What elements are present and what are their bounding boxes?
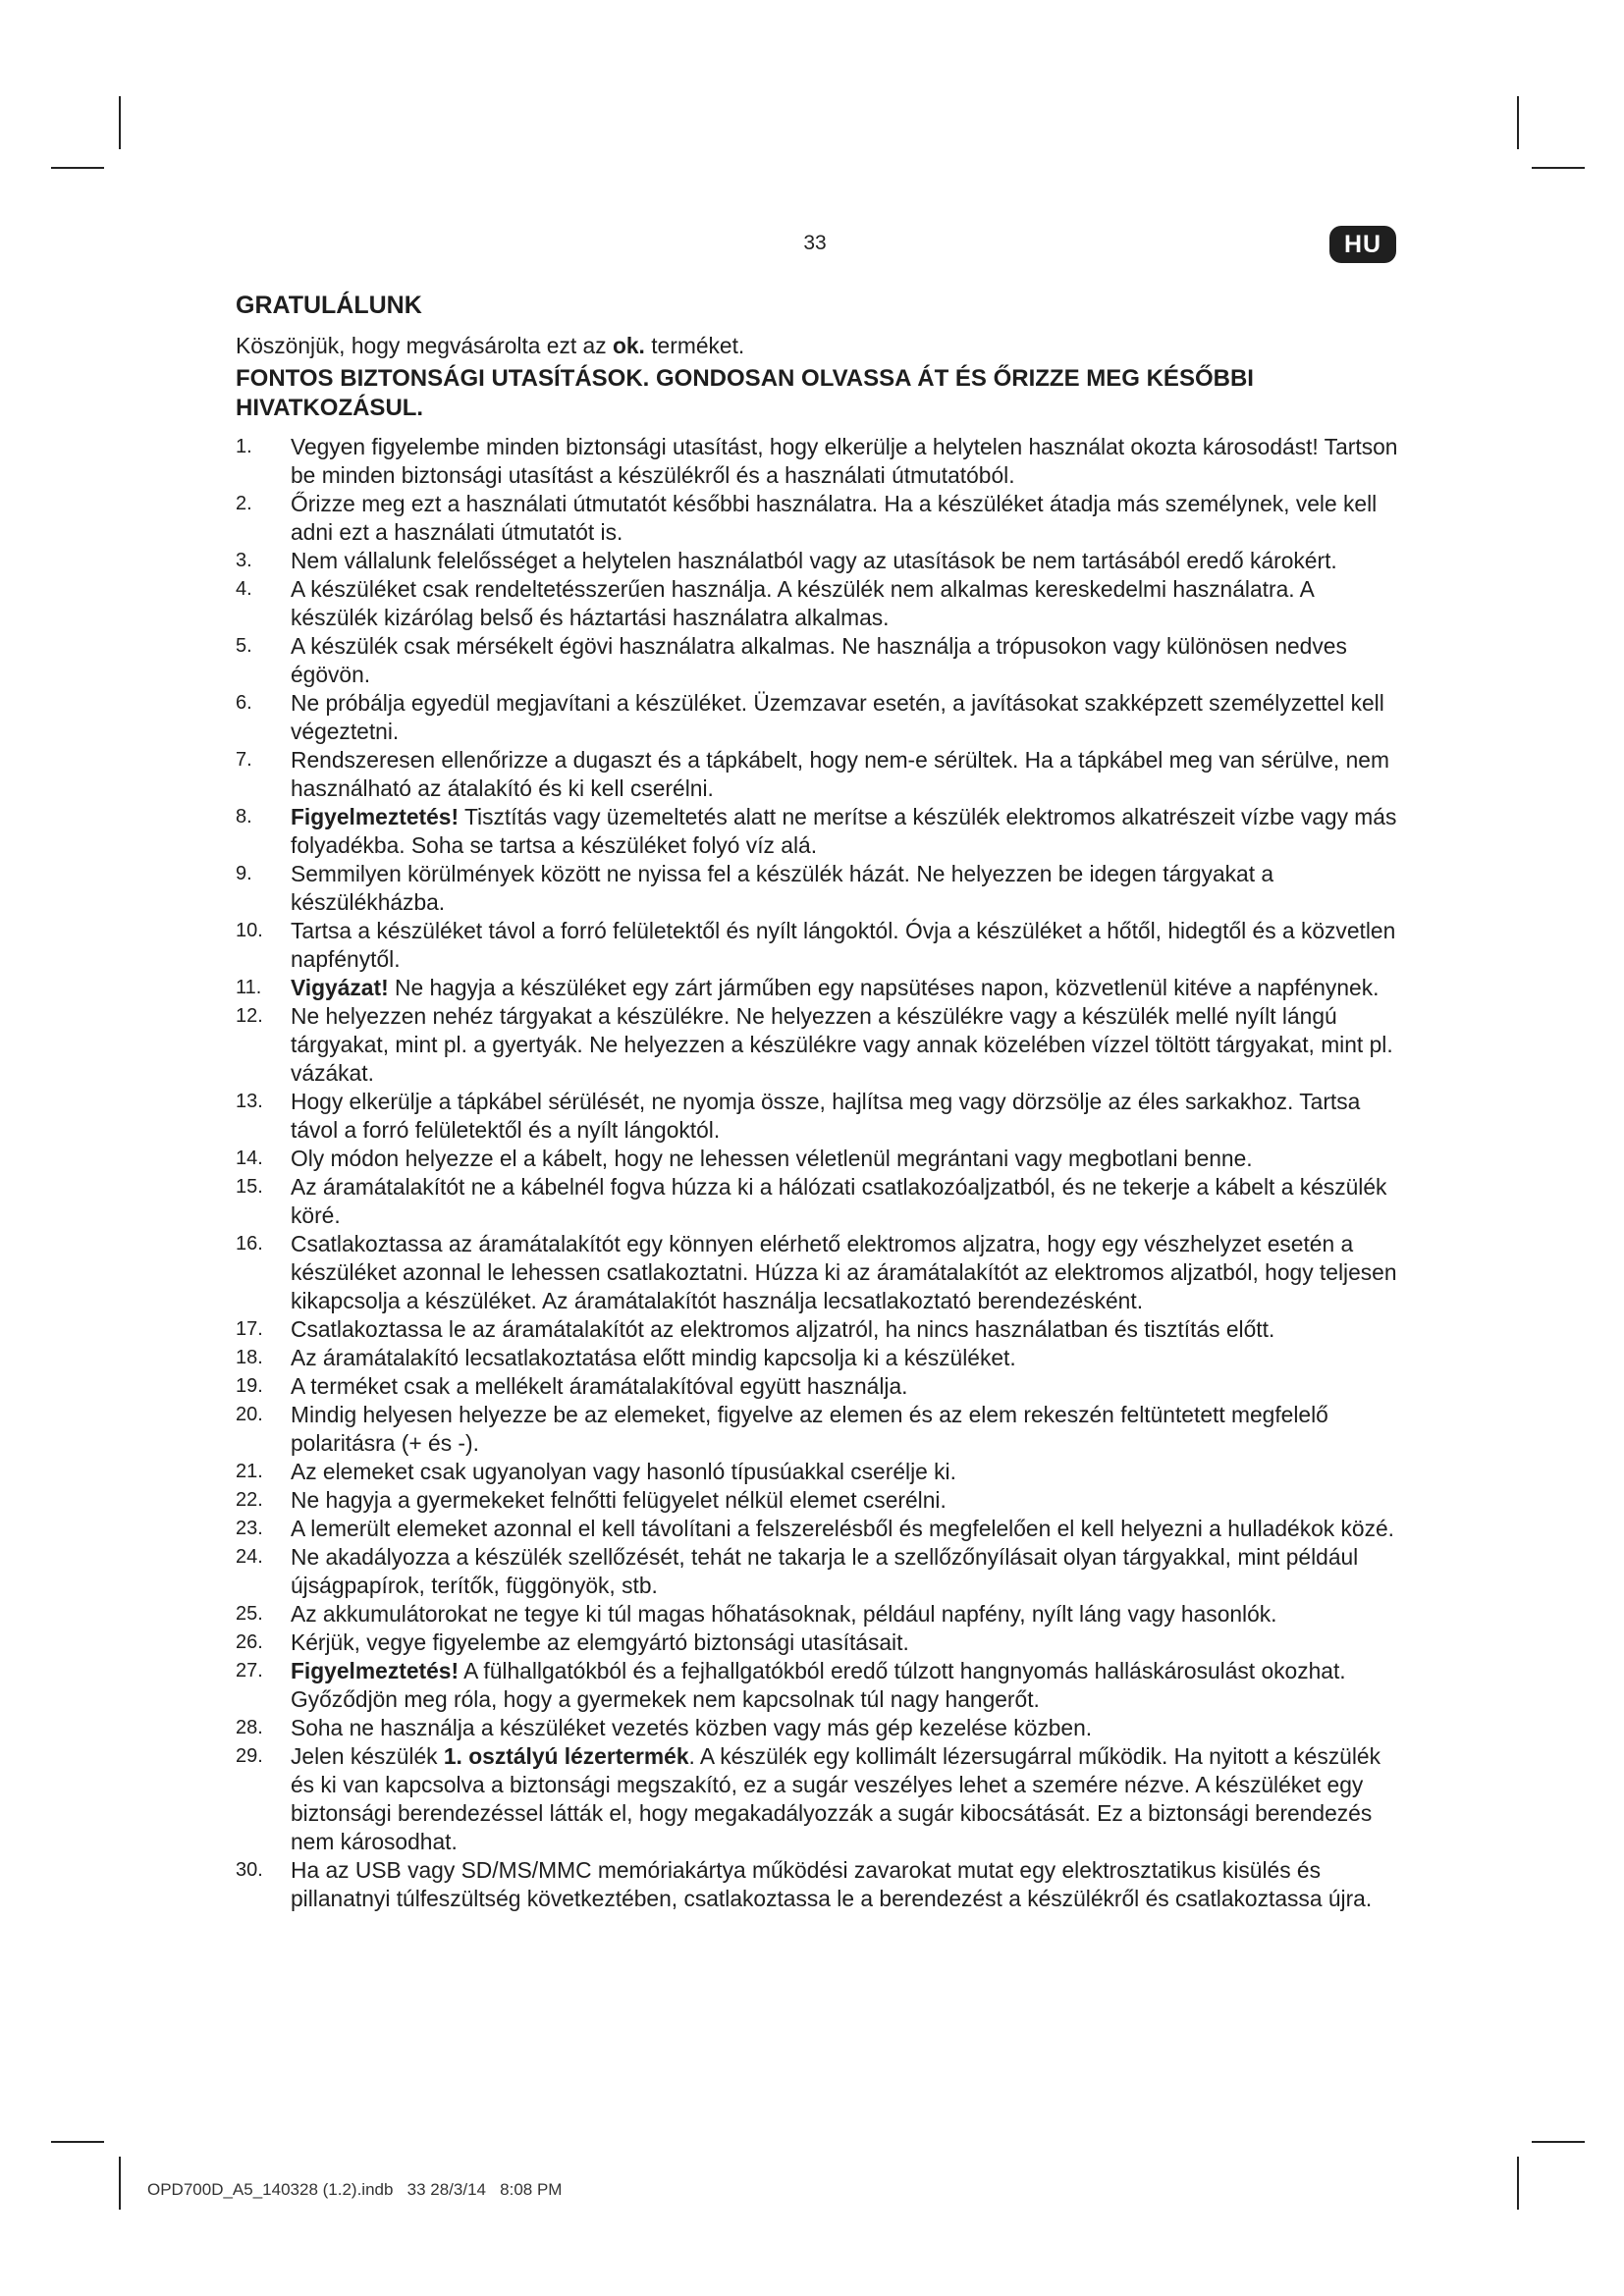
language-badge: HU bbox=[1329, 226, 1396, 263]
list-item-number: 2. bbox=[236, 493, 252, 514]
list-item bbox=[236, 803, 1404, 860]
list-item bbox=[236, 1173, 1404, 1230]
list-item-text: A fülhallgatókból és a fejhallgatókból eredő túlzott hangnyomás halláskárosulást okozhat. Győződjön meg róla, hogy a gyermekek nem kapcsolnak túl nagy hangerőt. bbox=[291, 1658, 1346, 1712]
list-item-text: . A készülék egy kollimált lézersugárral működik. Ha nyitott a készülék és ki van kapcsolva a biztonsági megszakító, ez a sugár veszélyes lehet a szemére nézve. A készüléket egy biztonsági berendezéssel látták el, hogy megakadályozzák a sugár kibocsátását. Ez a biztonsági berendezés nem károsodhat. bbox=[291, 1743, 1380, 1854]
list-item-number: 21. bbox=[236, 1461, 263, 1482]
list-item bbox=[236, 1629, 1404, 1657]
list-item-text: Tartsa a készüléket távol a forró felületektől és nyílt lángoktól. Óvja a készüléket a hőtől, hidegtől és a közvetlen napfénytől. bbox=[291, 918, 1396, 972]
list-item-text: Az akkumulátorokat ne tegye ki túl magas hőhatásoknak, például napfény, nyílt láng vagy hasonlók. bbox=[291, 1601, 1277, 1627]
list-item bbox=[236, 1486, 1404, 1515]
list-item bbox=[236, 1458, 1404, 1486]
list-item-text-prefix: Jelen készülék bbox=[291, 1743, 444, 1769]
list-item-number: 19. bbox=[236, 1375, 263, 1397]
list-item-emphasis: 1. osztályú lézertermék bbox=[443, 1743, 689, 1769]
list-item-number: 13. bbox=[236, 1091, 263, 1112]
list-item bbox=[236, 575, 1404, 632]
list-item bbox=[236, 1145, 1404, 1173]
list-item bbox=[236, 433, 1404, 490]
list-item-text: Csatlakoztassa az áramátalakítót egy könnyen elérhető elektromos aljzatra, hogy egy vészhelyzet esetén a készüléket azonnal le lehessen csatlakoztatni. Húzza ki az áramátalakítót az elektromos aljzatból, hogy teljesen kikapcsolja a készüléket. Az áramátalakítót használja lecsatlakoztató berendezésként. bbox=[291, 1231, 1397, 1313]
list-item-number: 14. bbox=[236, 1148, 263, 1169]
list-item-text: Tisztítás vagy üzemeltetés alatt ne merítse a készülék elektromos alkatrészeit vízbe vagy más folyadékba. Soha se tartsa a készüléket folyó víz alá. bbox=[291, 804, 1397, 858]
list-item-text: Ha az USB vagy SD/MS/MMC memóriakártya működési zavarokat mutat egy elektrosztatikus kisülés és pillanatnyi túlfeszültség következtében, csatlakoztassa le a berendezést a készülékről és csatlakoztassa újra. bbox=[291, 1857, 1373, 1911]
list-item-number: 10. bbox=[236, 920, 263, 941]
list-item-number: 11. bbox=[236, 977, 262, 998]
list-item-number: 7. bbox=[236, 749, 252, 771]
list-item-number: 16. bbox=[236, 1233, 263, 1255]
list-item-text: Vegyen figyelembe minden biztonsági utasítást, hogy elkerülje a helytelen használat okozta károsodást! Tartson be minden biztonsági utasítást a készülékről és a használati útmutatóból. bbox=[291, 434, 1398, 488]
doc-heading: GRATULÁLUNK bbox=[236, 292, 422, 319]
list-item-number: 26. bbox=[236, 1631, 263, 1653]
list-item-number: 9. bbox=[236, 863, 252, 884]
list-item-number: 3. bbox=[236, 550, 252, 571]
list-item-text: A terméket csak a mellékelt áramátalakítóval együtt használja. bbox=[291, 1373, 908, 1399]
crop-mark-bottom-left-vertical bbox=[119, 2157, 121, 2210]
list-item bbox=[236, 746, 1404, 803]
list-item bbox=[236, 1002, 1404, 1088]
crop-mark-top-left-horizontal bbox=[51, 167, 104, 169]
list-item-text: Soha ne használja a készüléket vezetés közben vagy más gép kezelése közben. bbox=[291, 1715, 1093, 1740]
list-item-text: Mindig helyesen helyezze be az elemeket, figyelve az elemen és az elem rekeszén feltüntetett megfelelő polaritásra (+ és -). bbox=[291, 1402, 1328, 1456]
crop-mark-bottom-right-horizontal bbox=[1532, 2141, 1585, 2143]
list-item-number: 15. bbox=[236, 1176, 263, 1198]
list-item-text: Az áramátalakítót ne a kábelnél fogva húzza ki a hálózati csatlakozóaljzatból, és ne tekerje a kábelt a készülék köré. bbox=[291, 1174, 1387, 1228]
list-item-text: Ne akadályozza a készülék szellőzését, tehát ne takarja le a szellőzőnyílásait olyan tárgyakkal, mint például újságpapírok, terítők, függönyök, stb. bbox=[291, 1544, 1359, 1598]
list-item-number: 17. bbox=[236, 1318, 263, 1340]
list-item bbox=[236, 860, 1404, 917]
list-item-text: Oly módon helyezze el a kábelt, hogy ne lehessen véletlenül megrántani vagy megbotlani benne. bbox=[291, 1146, 1253, 1171]
list-item bbox=[236, 1515, 1404, 1543]
page-number: 33 bbox=[803, 232, 827, 254]
list-item-number: 29. bbox=[236, 1745, 263, 1767]
list-item-text: Ne hagyja a készüléket egy zárt járműben egy napsütéses napon, közvetlenül kitéve a napfénynek. bbox=[388, 975, 1380, 1000]
list-item-number: 4. bbox=[236, 578, 252, 600]
list-item bbox=[236, 490, 1404, 547]
list-item bbox=[236, 1543, 1404, 1600]
list-item-number: 1. bbox=[236, 436, 252, 457]
list-item-emphasis: Figyelmeztetés! bbox=[291, 804, 460, 829]
list-item-text: Ne próbálja egyedül megjavítani a készüléket. Üzemzavar esetén, a javításokat szakképzett személyzettel kell végeztetni. bbox=[291, 690, 1384, 744]
brand-name: ok. bbox=[612, 333, 645, 358]
list-item-text: Semmilyen körülmények között ne nyissa fel a készülék házát. Ne helyezzen be idegen tárgyakat a készülékházba. bbox=[291, 861, 1274, 915]
list-item-text: A készülék csak mérsékelt égövi használatra alkalmas. Ne használja a trópusokon vagy különösen nedves égövön. bbox=[291, 633, 1347, 687]
crop-mark-top-right-vertical bbox=[1517, 96, 1519, 149]
list-item-number: 20. bbox=[236, 1404, 263, 1425]
intro-text-before: Köszönjük, hogy megvásárolta ezt az bbox=[236, 333, 613, 358]
list-item bbox=[236, 1230, 1404, 1315]
crop-mark-bottom-left-horizontal bbox=[51, 2141, 104, 2143]
list-item bbox=[236, 1088, 1404, 1145]
list-item bbox=[236, 1600, 1404, 1629]
list-item bbox=[236, 1344, 1404, 1372]
list-item-number: 6. bbox=[236, 692, 252, 714]
list-item bbox=[236, 1315, 1404, 1344]
list-item-number: 18. bbox=[236, 1347, 263, 1368]
list-item bbox=[236, 632, 1404, 689]
list-item-number: 22. bbox=[236, 1489, 263, 1511]
list-item-number: 8. bbox=[236, 806, 252, 828]
safety-instructions-list bbox=[236, 433, 1404, 1913]
list-item-text: Kérjük, vegye figyelembe az elemgyártó biztonsági utasításait. bbox=[291, 1629, 909, 1655]
list-item-number: 12. bbox=[236, 1005, 263, 1027]
list-item bbox=[236, 1856, 1404, 1913]
safety-heading: FONTOS BIZTONSÁGI UTASÍTÁSOK. GONDOSAN OLVASSA ÁT ÉS ŐRIZZE MEG KÉSŐBBI HIVATKOZÁSUL. bbox=[236, 365, 1254, 421]
list-item-number: 25. bbox=[236, 1603, 263, 1625]
list-item-text: Ne hagyja a gyermekeket felnőtti felügyelet nélkül elemet cserélni. bbox=[291, 1487, 947, 1513]
list-item bbox=[236, 689, 1404, 746]
document-body bbox=[236, 291, 1404, 1913]
list-item bbox=[236, 917, 1404, 974]
intro-text-after: terméket. bbox=[644, 333, 745, 358]
list-item-text: Csatlakoztassa le az áramátalakítót az elektromos aljzatról, ha nincs használatban és tisztítás előtt. bbox=[291, 1316, 1275, 1342]
list-item bbox=[236, 974, 1404, 1002]
crop-mark-top-right-horizontal bbox=[1532, 167, 1585, 169]
list-item-number: 23. bbox=[236, 1518, 263, 1539]
list-item bbox=[236, 547, 1404, 575]
list-item-text: A lemerült elemeket azonnal el kell távolítani a felszerelésből és megfelelően el kell helyezni a hulladékok közé. bbox=[291, 1516, 1395, 1541]
list-item-emphasis: Vigyázat! bbox=[291, 975, 389, 1000]
list-item-text: Rendszeresen ellenőrizze a dugaszt és a tápkábelt, hogy nem-e sérültek. Ha a tápkábel meg van sérülve, nem használható az átalakító és ki kell cserélni. bbox=[291, 747, 1389, 801]
list-item-text: Őrizze meg ezt a használati útmutatót későbbi használatra. Ha a készüléket átadja más személynek, vele kell adni ezt a használati útmutatót is. bbox=[291, 491, 1378, 545]
list-item-number: 30. bbox=[236, 1859, 263, 1881]
list-item-text: Hogy elkerülje a tápkábel sérülését, ne nyomja össze, hajlítsa meg vagy dörzsölje az éles sarkakhoz. Tartsa távol a forró felületektől és a nyílt lángoktól. bbox=[291, 1089, 1361, 1143]
crop-mark-top-left-vertical bbox=[119, 96, 121, 149]
crop-mark-bottom-right-vertical bbox=[1517, 2157, 1519, 2210]
print-file-info: OPD700D_A5_140328 (1.2).indb 33 28/3/14 8:08 PM bbox=[147, 2180, 563, 2199]
list-item-number: 5. bbox=[236, 635, 252, 657]
list-item bbox=[236, 1657, 1404, 1714]
list-item bbox=[236, 1714, 1404, 1742]
list-item-text: A készüléket csak rendeltetésszerűen használja. A készülék nem alkalmas kereskedelmi használatra. A készülék kizárólag belső és háztartási használatra alkalmas. bbox=[291, 576, 1314, 630]
list-item bbox=[236, 1372, 1404, 1401]
list-item-text: Az áramátalakító lecsatlakoztatása előtt mindig kapcsolja ki a készüléket. bbox=[291, 1345, 1016, 1370]
list-item bbox=[236, 1401, 1404, 1458]
list-item-text: Az elemeket csak ugyanolyan vagy hasonló típusúakkal cserélje ki. bbox=[291, 1459, 956, 1484]
list-item-emphasis: Figyelmeztetés! bbox=[291, 1658, 460, 1683]
list-item-number: 27. bbox=[236, 1660, 263, 1682]
list-item bbox=[236, 1742, 1404, 1856]
list-item-text: Ne helyezzen nehéz tárgyakat a készülékre. Ne helyezzen a készülékre vagy a készülék mellé nyílt lángú tárgyakat, mint pl. a gyertyák. Ne helyezzen a készülékre vagy annak közelében vízzel töltött tárgyakat, mint pl. vázákat. bbox=[291, 1003, 1393, 1086]
list-item-number: 24. bbox=[236, 1546, 263, 1568]
list-item-number: 28. bbox=[236, 1717, 263, 1738]
list-item-text: Nem vállalunk felelősséget a helytelen használatból vagy az utasítások be nem tartásából eredő károkért. bbox=[291, 548, 1337, 573]
intro-paragraph bbox=[236, 332, 1404, 360]
